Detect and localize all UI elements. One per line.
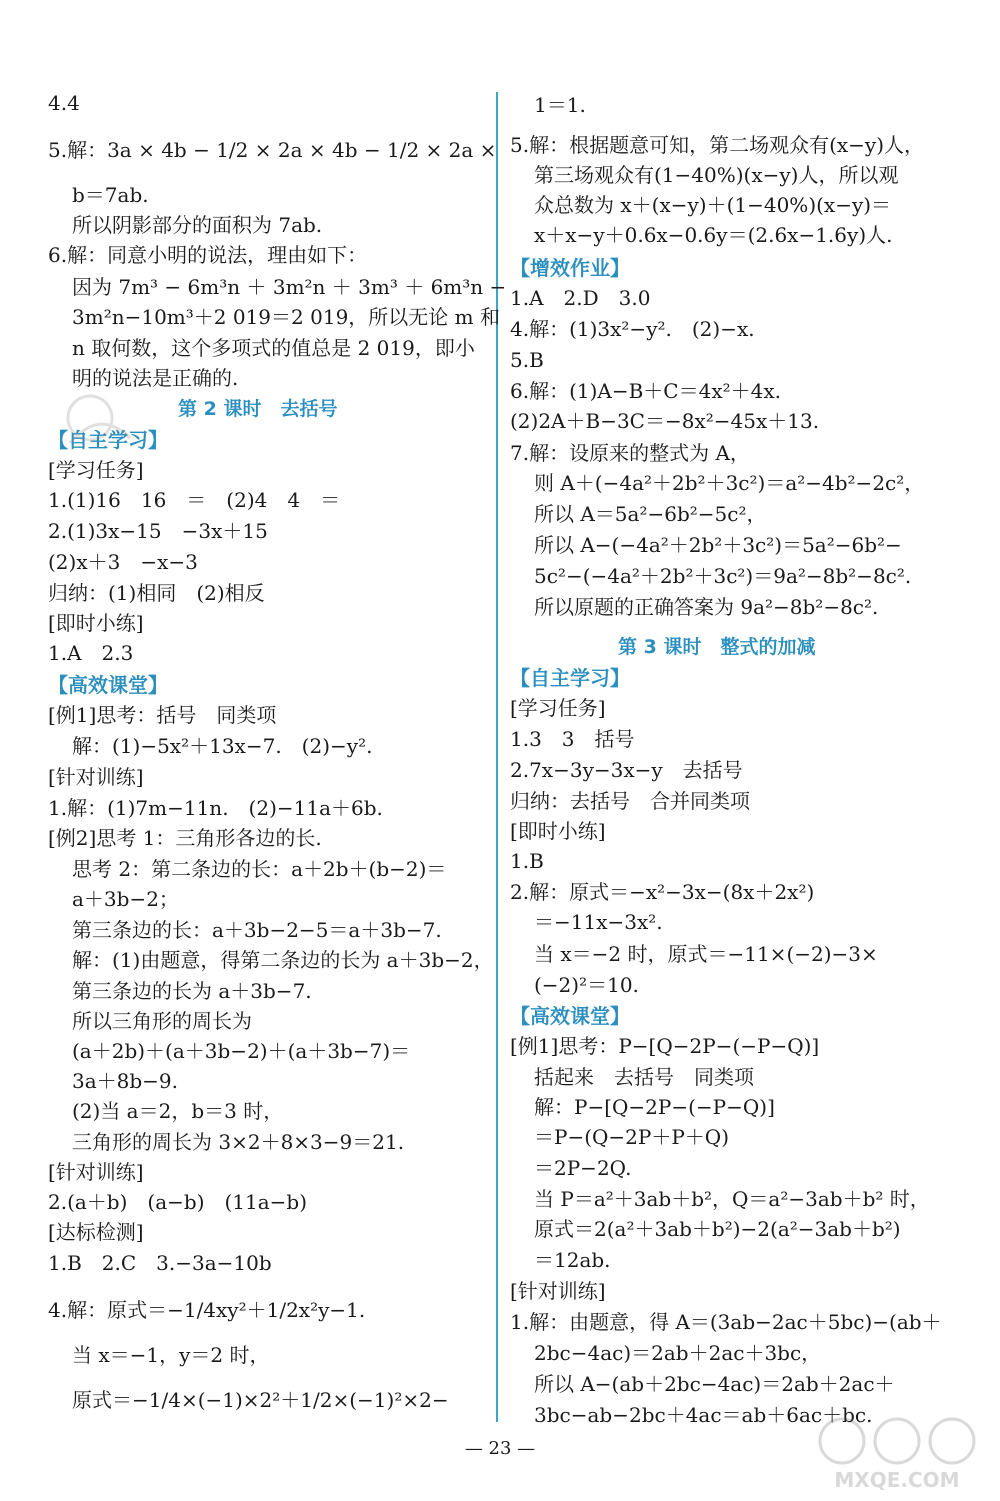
right-line: 5.B xyxy=(510,348,544,372)
section-header: 【增效作业】 xyxy=(510,256,630,280)
right-line: [即时小练] xyxy=(510,819,606,843)
left-line: [学习任务] xyxy=(48,458,144,482)
right-line: 5.解：根据题意可知，第二场观众有(x−y)人， xyxy=(510,133,925,157)
right-line: 4.解：(1)3x²−y². (2)−x. xyxy=(510,317,755,341)
right-line: 所以 A−(−4a²＋2b²＋3c²)＝5a²−6b²− xyxy=(534,533,902,557)
right-line: 1.解：由题意，得 A＝(3ab−2ac＋5bc)−(ab＋ xyxy=(510,1310,942,1334)
left-line: [针对训练] xyxy=(48,1160,144,1184)
left-line: 5.解：3a × 4b − 1/2 × 2a × 4b − 1/2 × 2a × xyxy=(48,138,497,162)
right-line: [学习任务] xyxy=(510,696,606,720)
left-line: (a＋2b)＋(a＋3b−2)＋(a＋3b−7)＝ xyxy=(72,1039,411,1063)
svg-text:MXQE.COM: MXQE.COM xyxy=(834,1468,960,1492)
right-line: 所以 A−(ab＋2bc−4ac)＝2ab＋2ac＋ xyxy=(534,1372,895,1396)
right-line: 原式＝2(a²＋3ab＋b²)−2(a²−3ab＋b²) xyxy=(534,1217,901,1241)
lesson-title: 第 3 课时 整式的加减 xyxy=(618,636,816,658)
right-line: 1＝1. xyxy=(534,93,586,117)
right-line: 3bc−ab−2bc＋4ac＝ab＋6ac＋bc. xyxy=(534,1403,873,1427)
left-line: (2)x＋3 −x−3 xyxy=(48,550,198,574)
left-line: 第三条边的长：a＋3b−2−5＝a＋3b−7. xyxy=(72,918,442,942)
page-number: — 23 — xyxy=(464,1438,536,1459)
right-line: ＝−11x−3x². xyxy=(534,910,663,934)
left-line: n 取何数，这个多项式的值总是 2 019，即小 xyxy=(72,336,475,360)
left-line: [例1]思考：括号 同类项 xyxy=(48,703,277,727)
right-line: 第三场观众有(1−40%)(x−y)人，所以观 xyxy=(534,163,899,187)
left-line: a＋3b−2； xyxy=(72,887,179,911)
right-line: 所以 A＝5a²−6b²−5c²， xyxy=(534,502,767,526)
left-line: 3a＋8b−9. xyxy=(72,1069,179,1093)
left-line: 解：(1)−5x²＋13x−7. (2)−y². xyxy=(72,734,373,758)
right-line: 2.解：原式＝−x²−3x−(8x＋2x²) xyxy=(510,880,815,904)
left-line: 1.A 2.3 xyxy=(48,641,134,665)
section-header: 【自主学习】 xyxy=(48,428,168,452)
right-line: x＋x−y＋0.6x−0.6y＝(2.6x−1.6y)人. xyxy=(534,223,893,247)
right-line: 1.3 3 括号 xyxy=(510,727,635,751)
left-line: 三角形的周长为 3×2＋8×3−9＝21. xyxy=(72,1130,405,1154)
left-line: 思考 2：第二条边的长：a＋2b＋(b−2)＝ xyxy=(72,857,447,881)
right-line: 7.解：设原来的整式为 A， xyxy=(510,441,750,465)
left-line: b＝7ab. xyxy=(72,183,149,207)
left-line: 1.(1)16 16 ＝ (2)4 4 ＝ xyxy=(48,488,341,512)
left-line: 第三条边的长为 a＋3b−7. xyxy=(72,979,312,1003)
right-line: 1.A 2.D 3.0 xyxy=(510,286,651,310)
left-line: 明的说法是正确的. xyxy=(72,366,239,390)
right-line: ＝2P−2Q. xyxy=(534,1156,632,1180)
section-header: 【高效课堂】 xyxy=(510,1004,630,1028)
right-line: 归纳：去括号 合并同类项 xyxy=(510,789,750,813)
left-line: [达标检测] xyxy=(48,1220,144,1244)
right-line: ＝P−(Q−2P＋P＋Q) xyxy=(534,1125,730,1149)
right-line: 当 P＝a²＋3ab＋b²，Q＝a²−3ab＋b² 时， xyxy=(534,1187,930,1211)
section-header: 【自主学习】 xyxy=(510,666,630,690)
right-line: 众总数为 x＋(x−y)＋(1−40%)(x−y)＝ xyxy=(534,193,892,217)
right-line: 1.B xyxy=(510,849,544,873)
right-line: (−2)²＝10. xyxy=(534,973,639,997)
left-line: 1.B 2.C 3.−3a−10b xyxy=(48,1251,272,1275)
stamp-mark-icon xyxy=(60,388,190,458)
left-line: 2.(1)3x−15 −3x＋15 xyxy=(48,519,268,543)
right-line: 2.7x−3y−3x−y 去括号 xyxy=(510,758,743,782)
left-line: 因为 7m³ − 6m³n ＋ 3m²n ＋ 3m³ ＋ 6m³n − xyxy=(72,275,507,299)
right-line: 则 A＋(−4a²＋2b²＋3c²)＝a²−4b²−2c²， xyxy=(534,471,925,495)
left-line: [例2]思考 1：三角形各边的长. xyxy=(48,826,322,850)
left-line: 4.4 xyxy=(48,91,80,115)
left-line: [即时小练] xyxy=(48,611,144,635)
right-line: 6.解：(1)A−B＋C＝4x²＋4x. xyxy=(510,379,781,403)
right-line: 2bc−4ac)＝2ab＋2ac＋3bc， xyxy=(534,1341,822,1365)
lesson-title: 第 2 课时 去括号 xyxy=(178,398,338,420)
section-header: 【高效课堂】 xyxy=(48,673,168,697)
right-line: [例1]思考：P−[Q−2P−(−P−Q)] xyxy=(510,1034,820,1058)
left-line: 所以阴影部分的面积为 7ab. xyxy=(72,213,323,237)
right-line: 解：P−[Q−2P−(−P−Q)] xyxy=(534,1095,775,1119)
left-line: 6.解：同意小明的说法，理由如下： xyxy=(48,243,368,267)
left-line: 当 x＝−1，y＝2 时， xyxy=(72,1343,270,1367)
left-line: 原式＝−1/4×(−1)×2²＋1/2×(−1)²×2− xyxy=(72,1388,449,1412)
left-line: 4.解：原式＝−1/4xy²＋1/2x²y−1. xyxy=(48,1298,366,1322)
left-line: 归纳：(1)相同 (2)相反 xyxy=(48,581,265,605)
left-line: 解：(1)由题意，得第二条边的长为 a＋3b−2， xyxy=(72,948,494,972)
right-line: 所以原题的正确答案为 9a²−8b²−8c². xyxy=(534,595,879,619)
right-line: 5c²−(−4a²＋2b²＋3c²)＝9a²−8b²−8c². xyxy=(534,564,912,588)
right-line: 当 x＝−2 时，原式＝−11×(−2)−3× xyxy=(534,942,878,966)
right-line: (2)2A＋B−3C＝−8x²−45x＋13. xyxy=(510,409,820,433)
left-line: (2)当 a＝2，b＝3 时， xyxy=(72,1099,284,1123)
left-line: 2.(a＋b) (a−b) (11a−b) xyxy=(48,1190,308,1214)
left-line: 所以三角形的周长为 xyxy=(72,1009,252,1033)
left-line: 3m²n−10m³＋2 019＝2 019，所以无论 m 和 xyxy=(72,305,500,329)
right-line: [针对训练] xyxy=(510,1279,606,1303)
right-line: 括起来 去括号 同类项 xyxy=(534,1065,754,1089)
left-line: 1.解：(1)7m−11n. (2)−11a＋6b. xyxy=(48,796,383,820)
left-line: [针对训练] xyxy=(48,765,144,789)
right-line: ＝12ab. xyxy=(534,1248,611,1272)
watermark-logo xyxy=(802,1413,992,1493)
